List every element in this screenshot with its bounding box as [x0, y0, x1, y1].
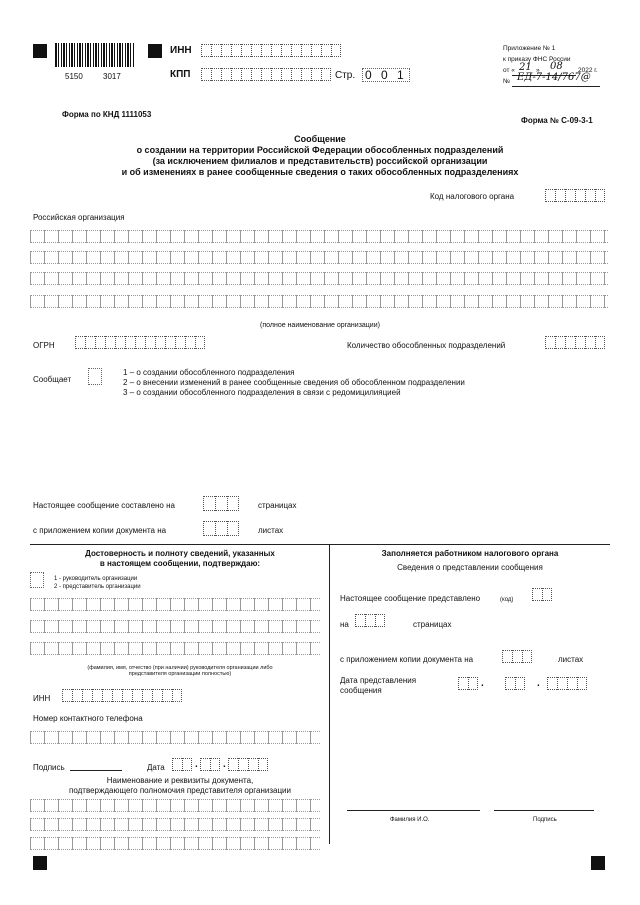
units-count-input[interactable] — [545, 336, 605, 349]
appendix-line1: Приложение № 1 — [503, 45, 556, 52]
submit-date-day[interactable] — [458, 677, 478, 690]
signer-name-row-3[interactable] — [30, 642, 320, 655]
org-name-row-2[interactable] — [30, 251, 608, 264]
date-input-month[interactable] — [200, 758, 220, 771]
doc-row-3[interactable] — [30, 837, 320, 850]
org-name-row-4[interactable] — [30, 295, 608, 308]
form-number: Форма № С-09-3-1 — [521, 116, 593, 125]
phone-input[interactable] — [30, 731, 320, 744]
appendix-date-month: 08 — [550, 61, 563, 72]
confirm-heading-2: в настоящем сообщении, подтверждаю: — [99, 559, 261, 568]
appendix-date-quote: » — [536, 67, 540, 74]
name-caption: Фамилия И.О. — [390, 817, 430, 823]
kpp-input[interactable] — [201, 68, 331, 81]
submit-date-dot-2: . — [537, 678, 540, 689]
appendix-no-label: № — [503, 78, 510, 85]
pages-label: Настоящее сообщение составлено на — [33, 501, 175, 510]
inn-input[interactable] — [201, 44, 341, 57]
submit-date-year[interactable] — [547, 677, 587, 690]
barcode-digits-right: 3017 — [103, 72, 121, 81]
tax-copies-suffix: листах — [558, 655, 584, 664]
date-dot-1: . — [195, 759, 198, 770]
signature-line[interactable] — [70, 770, 122, 771]
tax-pages-input[interactable] — [355, 614, 385, 627]
org-name-row-3[interactable] — [30, 272, 608, 285]
on-label: на — [340, 620, 349, 629]
signer-name-row-1[interactable] — [30, 598, 320, 611]
date-input[interactable] — [172, 758, 192, 771]
signer-caption-1: (фамилия, имя, отчество (при наличии) руководителя организации либо — [87, 665, 273, 671]
barcode-digits-left: 5150 — [65, 72, 83, 81]
kpp-label: КПП — [170, 69, 191, 80]
submit-date-dot-1: . — [481, 678, 484, 689]
date-label: Дата — [147, 763, 165, 772]
tax-worker-heading: Заполняется работником налогового органа — [381, 549, 559, 558]
submit-date-month[interactable] — [505, 677, 525, 690]
appendix-no-underline — [512, 86, 600, 87]
tax-copies-input[interactable] — [502, 650, 532, 663]
inn-label: ИНН — [170, 45, 192, 56]
title-line1: Сообщение — [294, 134, 346, 144]
submitted-label: Настоящее сообщение представлено — [340, 594, 481, 603]
title-line3: (за исключением филиалов и представительств) российской организации — [152, 156, 488, 166]
reports-label: Сообщает — [33, 375, 72, 384]
confirm-heading-1: Достоверность и полноту сведений, указанных — [85, 549, 275, 558]
submit-date-label-1: Дата представления — [340, 676, 417, 685]
appendix-year: 2022 г. — [578, 67, 598, 74]
title-line2: о создании на территории Российской Федерации обособленных подразделений — [136, 145, 504, 155]
copies-input[interactable] — [203, 521, 239, 536]
full-name-caption: (полное наименование организации) — [260, 322, 380, 329]
reports-input[interactable] — [88, 368, 102, 385]
copies-label: с приложением копии документа на — [33, 526, 167, 535]
page-number: 0 0 1 — [362, 68, 410, 82]
option-1: 1 – о создании обособленного подразделения — [123, 368, 295, 377]
corner-marker-bottom-left — [33, 856, 47, 870]
phone-label: Номер контактного телефона — [33, 714, 143, 723]
tax-copies-label: с приложением копии документа на — [340, 655, 474, 664]
pages-suffix: страницах — [258, 501, 297, 510]
appendix-date-prefix: от « — [503, 67, 515, 74]
tax-authority-code-input[interactable] — [545, 189, 605, 202]
vertical-divider — [329, 544, 330, 844]
signer-type-input[interactable] — [30, 572, 44, 588]
doc-title-1: Наименование и реквизиты документа, — [106, 776, 254, 785]
appendix-no-value: ЕД-7-14/767@ — [517, 72, 591, 83]
tax-authority-code-label: Код налогового органа — [430, 192, 515, 201]
knd-code: Форма по КНД 1111053 — [62, 110, 152, 119]
tax-pages-suffix: страницах — [413, 620, 452, 629]
doc-row-2[interactable] — [30, 818, 320, 831]
doc-title-2: подтверждающего полномочия представителя организации — [69, 786, 291, 795]
signature-label: Подпись — [33, 763, 65, 772]
submitted-code-input[interactable] — [532, 588, 552, 601]
corner-marker-top-left — [33, 44, 47, 58]
date-input-year[interactable] — [228, 758, 268, 771]
submit-date-label-2: сообщения — [340, 686, 382, 695]
signer-opt-2: 2 - представитель организации — [54, 584, 141, 590]
option-2: 2 – о внесении изменений в ранее сообщенные сведения об обособленном подразделении — [123, 378, 465, 387]
units-count-label: Количество обособленных подразделений — [347, 341, 506, 350]
date-dot-2: . — [223, 759, 226, 770]
russian-org-label: Российская организация — [33, 213, 125, 222]
signer-opt-1: 1 - руководитель организации — [54, 576, 138, 582]
pages-input[interactable] — [203, 496, 239, 511]
corner-marker-bottom-right — [591, 856, 605, 870]
ogrn-label: ОГРН — [33, 341, 55, 350]
barcode — [55, 43, 135, 67]
name-line[interactable] — [347, 810, 480, 811]
ogrn-input[interactable] — [75, 336, 205, 349]
sign-caption: Подпись — [533, 817, 557, 823]
signer-inn-label: ИНН — [33, 694, 51, 703]
tax-worker-subheading: Сведения о представлении сообщения — [397, 563, 543, 572]
horizontal-divider — [30, 544, 610, 545]
option-3: 3 – о создании обособленного подразделения в связи с редомицилияцией — [123, 388, 401, 397]
signer-caption-2: представителя организации полностью) — [128, 671, 232, 677]
appendix-line2: к приказу ФНС России — [503, 56, 571, 63]
signer-inn-input[interactable] — [62, 689, 182, 702]
sign-line[interactable] — [494, 810, 594, 811]
corner-marker-top-center — [148, 44, 162, 58]
title-line4: и об изменениях в ранее сообщенные сведения о таких обособленных подразделениях — [121, 167, 519, 177]
appendix-date-day: 21 — [519, 62, 532, 73]
submitted-code-caption: (код) — [500, 597, 514, 603]
page-label: Стр. — [335, 70, 356, 81]
copies-suffix: листах — [258, 526, 284, 535]
org-name-row-1[interactable] — [30, 230, 608, 243]
signer-name-row-2[interactable] — [30, 620, 320, 633]
doc-row-1[interactable] — [30, 799, 320, 812]
